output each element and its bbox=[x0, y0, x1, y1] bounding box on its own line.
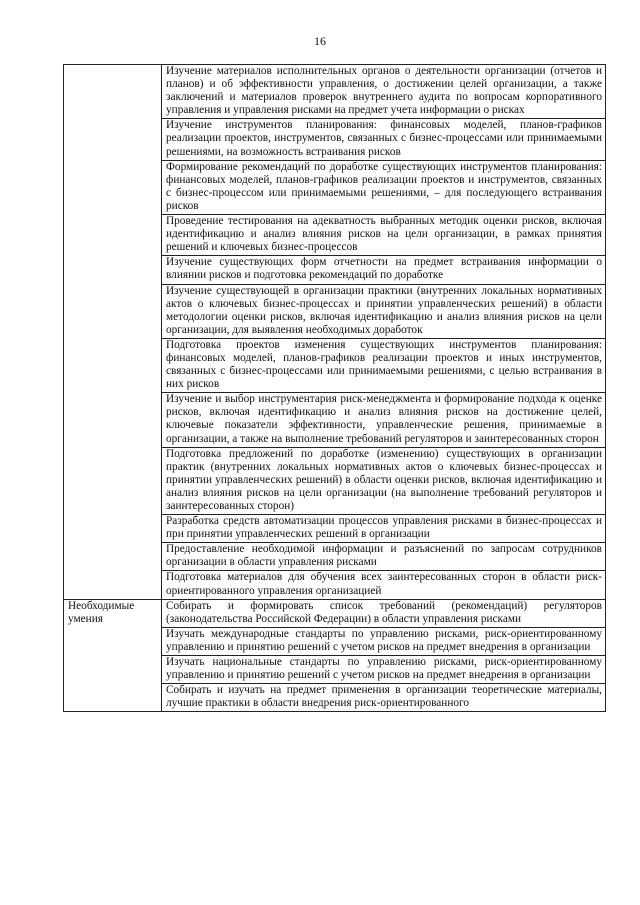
table-row bbox=[64, 65, 606, 119]
table-cell: Собирать и формировать список требований (рекомендаций) регуляторов (законодательства Российской Федерации) в области управления рисками bbox=[162, 599, 606, 627]
table-cell: Изучать международные стандарты по управлению рисками, риск-ориентированному управлению и принятию решений с учетом рисков на предмет внедрения в организации bbox=[162, 627, 606, 655]
table-cell: Подготовка предложений по доработке (изменению) существующих в организации практик (внутренних локальных нормативных актов о ключевых бизнес-процессах и принятии управленческих решений) в области оценки рисков, включая идентификацию и анализ влияния рисков на цели организации (на выполнение требований регуляторов и заинтересованных сторон) bbox=[162, 447, 606, 514]
table-cell: Изучение существующей в организации практики (внутренних локальных нормативных актов о ключевых бизнес-процессах и принятии управленческих решений) в области методологии оценки рисков, включая идентификацию и анализ влияния рисков на цели организации, для выявления необходимых доработок bbox=[162, 284, 606, 338]
row-label-required-skills: Необходимые умения bbox=[64, 599, 162, 712]
table-cell: Изучение и выбор инструментария риск-менеджмента и формирование подхода к оценке рисков, включая идентификацию и анализ влияния рисков на достижение целей, ключевые показатели эффективности, управленческие решения, принимаемые в организации, а также на выполнение требований регуляторов и заинтересованных сторон bbox=[162, 393, 606, 447]
table-cell: Собирать и изучать на предмет применения в организации теоретические материалы, лучшие практики в области внедрения риск-ориентированного bbox=[162, 684, 606, 712]
table-cell: Предоставление необходимой информации и разъяснений по запросам сотрудников организации в области управления рисками bbox=[162, 543, 606, 571]
table-row bbox=[64, 599, 606, 627]
table-cell: Изучение материалов исполнительных органов о деятельности организации (отчетов и планов) и об эффективности управления, о достижении целей организации, а также заключений и материалов проверок внутреннего аудита по вопросам корпоративного управления и управления рисками на предмет учета информации о рисках bbox=[162, 65, 606, 119]
table-cell: Подготовка материалов для обучения всех заинтересованных сторон в области риск-ориентированного управления организацией bbox=[162, 571, 606, 599]
table-cell: Изучение инструментов планирования: финансовых моделей, планов-графиков реализации проектов, инструментов, связанных с бизнес-процессами или принимаемыми решениями, на возможность встраивания рисков bbox=[162, 119, 606, 160]
table-cell: Подготовка проектов изменения существующих инструментов планирования: финансовых моделей, планов-графиков реализации проектов и иных инструментов, связанных с бизнес-процессами или принимаемыми решениями, с целью встраивания в них рисков bbox=[162, 338, 606, 392]
requirements-table bbox=[63, 64, 606, 712]
table-cell: Формирование рекомендаций по доработке существующих инструментов планирования: финансовых моделей, планов-графиков реализации проектов и инструментов, связанных с бизнес-процессом или принимаемыми решениями, – для последующего встраивания рисков bbox=[162, 160, 606, 214]
page-number: 16 bbox=[314, 34, 326, 48]
row-label-labor-actions bbox=[64, 65, 162, 600]
table-cell: Проведение тестирования на адекватность выбранных методик оценки рисков, включая идентификацию и анализ влияния рисков на цели организации, в рамках принятия решений и ключевых бизнес-процессов bbox=[162, 215, 606, 256]
table-cell: Изучение существующих форм отчетности на предмет встраивания информации о влиянии рисков и подготовка рекомендаций по доработке bbox=[162, 256, 606, 284]
table-cell: Изучать национальные стандарты по управлению рисками, риск-ориентированному управлению и принятию решений с учетом рисков на предмет внедрения в организации bbox=[162, 656, 606, 684]
table-cell: Разработка средств автоматизации процессов управления рисками в бизнес-процессах и при принятии управленческих решений в организации bbox=[162, 515, 606, 543]
